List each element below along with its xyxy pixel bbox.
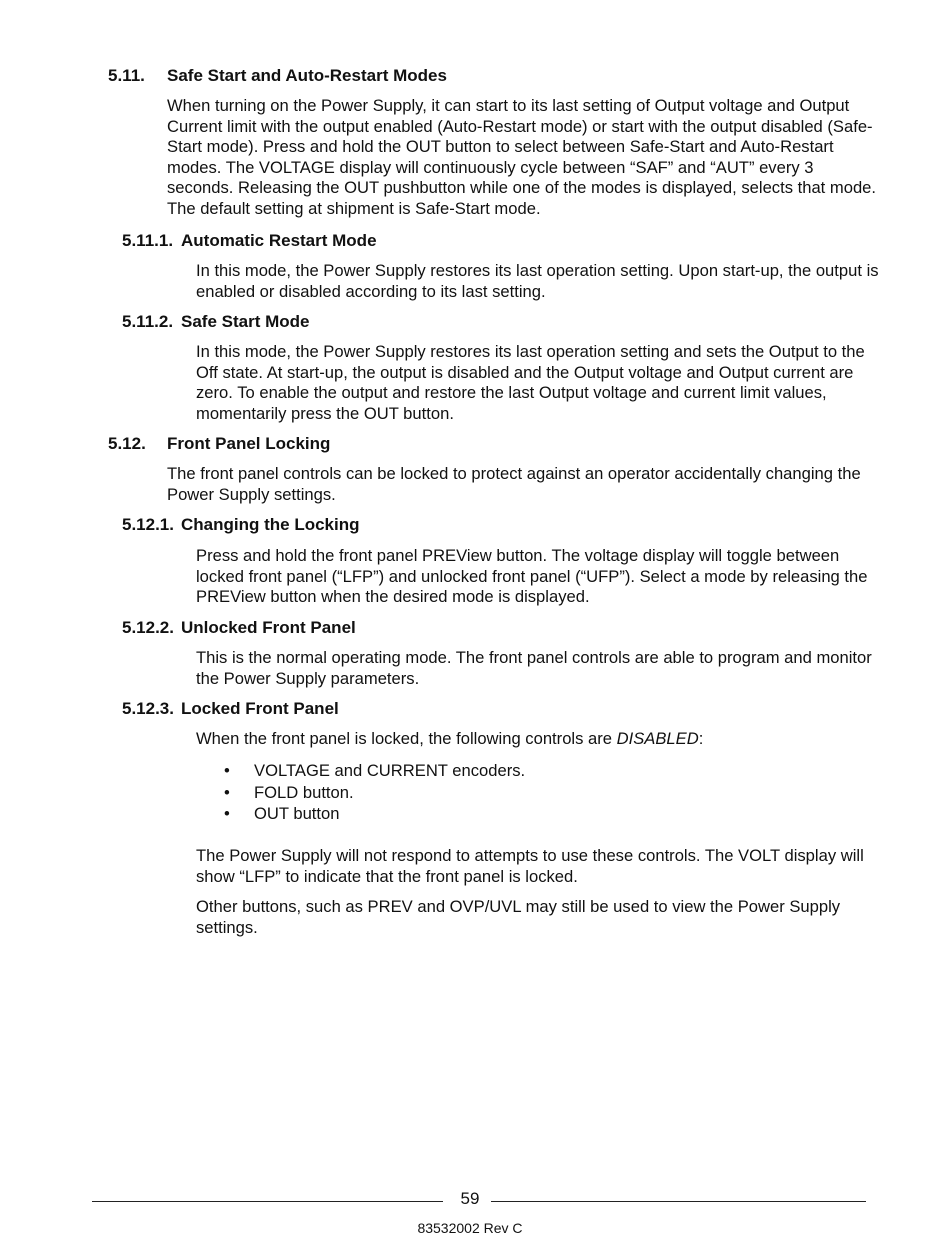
subsection-title: Safe Start Mode xyxy=(181,312,310,331)
subsection-number: 5.12.1. xyxy=(122,515,174,534)
subsection-body-5-11-2: In this mode, the Power Supply restores its last operation setting and sets the Output to the Off state. At start-up, the output is disabled and the Output voltage and Output current are zero. To enable the output and restore the last Output voltage and current limit values, momentarily press the OUT button. xyxy=(196,342,865,423)
document-id: 83532002 Rev C xyxy=(417,1220,523,1236)
footer-rule-left xyxy=(92,1201,443,1202)
subsection-body-5-12-2: This is the normal operating mode. The front panel controls are able to program and monitor the Power Supply parameters. xyxy=(196,648,872,688)
subsection-number: 5.12.2. xyxy=(122,618,174,637)
subsection-number: 5.11.2. xyxy=(122,312,174,331)
bullet-icon: • xyxy=(224,761,230,780)
subsection-body-5-11-1: In this mode, the Power Supply restores its last operation setting. Upon start-up, the output is enabled or disabled according to its last setting. xyxy=(196,261,879,301)
subsection-heading-5-11-1 xyxy=(122,231,377,251)
subsection-title: Unlocked Front Panel xyxy=(181,618,356,637)
subsection-number: 5.12.3. xyxy=(122,699,174,718)
intro-text: When the front panel is locked, the following controls are xyxy=(196,729,617,748)
disabled-controls-list xyxy=(196,760,525,825)
locked-panel-intro xyxy=(196,729,886,750)
intro-emphasis: DISABLED xyxy=(616,729,699,748)
section-number: 5.11. xyxy=(108,66,145,85)
subsection-body-5-12-1: Press and hold the front panel PREView button. The voltage display will toggle between locked front panel (“LFP”) and unlocked front panel (“UFP”). Select a mode by releasing the PREView button when the desired mode is displayed. xyxy=(196,546,868,607)
subsection-title: Automatic Restart Mode xyxy=(181,231,377,250)
bullet-icon: • xyxy=(224,804,230,824)
section-number: 5.12. xyxy=(108,434,146,453)
list-item-text: OUT button xyxy=(254,804,340,824)
section-heading-5-11 xyxy=(108,66,447,86)
subsection-title: Changing the Locking xyxy=(181,515,360,534)
section-body-5-11: When turning on the Power Supply, it can start to its last setting of Output voltage and Output Current limit with the output enabled (Auto-Restart mode) or start with the output disabled (Safe-Start mode). Press and hold the OUT button to select between Safe-Start and Auto-Restart modes. The VOLTAGE display will continuously cycle between “SAF” and “AUT” every 3 seconds. Releasing the OUT pushbutton while one of the modes is displayed, selects that mode. The default setting at shipment is Safe-Start mode. xyxy=(167,96,877,218)
section-body-5-12: The front panel controls can be locked to protect against an operator accidentally changing the Power Supply settings. xyxy=(167,464,861,504)
list-item xyxy=(196,782,525,804)
subsection-heading-5-12-1 xyxy=(122,515,360,535)
subsection-number: 5.11.1. xyxy=(122,231,174,250)
section-title: Safe Start and Auto-Restart Modes xyxy=(167,66,447,85)
intro-punctuation: : xyxy=(698,729,704,748)
subsection-heading-5-12-3 xyxy=(122,699,339,719)
subsection-title: Locked Front Panel xyxy=(181,699,339,718)
locked-panel-note: The Power Supply will not respond to attempts to use these controls. The VOLT display will show “LFP” to indicate that the front panel is locked. xyxy=(196,846,864,886)
list-item xyxy=(196,760,525,782)
locked-panel-other-buttons: Other buttons, such as PREV and OVP/UVL may still be used to view the Power Supply settings. xyxy=(196,897,841,937)
list-item-text: VOLTAGE and CURRENT encoders. xyxy=(254,761,526,780)
bullet-icon: • xyxy=(224,782,230,802)
list-item xyxy=(196,803,525,825)
list-item-text: FOLD button. xyxy=(254,782,354,802)
subsection-heading-5-12-2 xyxy=(122,618,356,638)
section-title: Front Panel Locking xyxy=(167,434,331,453)
page-number: 59 xyxy=(460,1189,480,1208)
footer-rule-right xyxy=(491,1201,866,1202)
subsection-heading-5-11-2 xyxy=(122,312,309,332)
section-heading-5-12 xyxy=(108,434,330,454)
